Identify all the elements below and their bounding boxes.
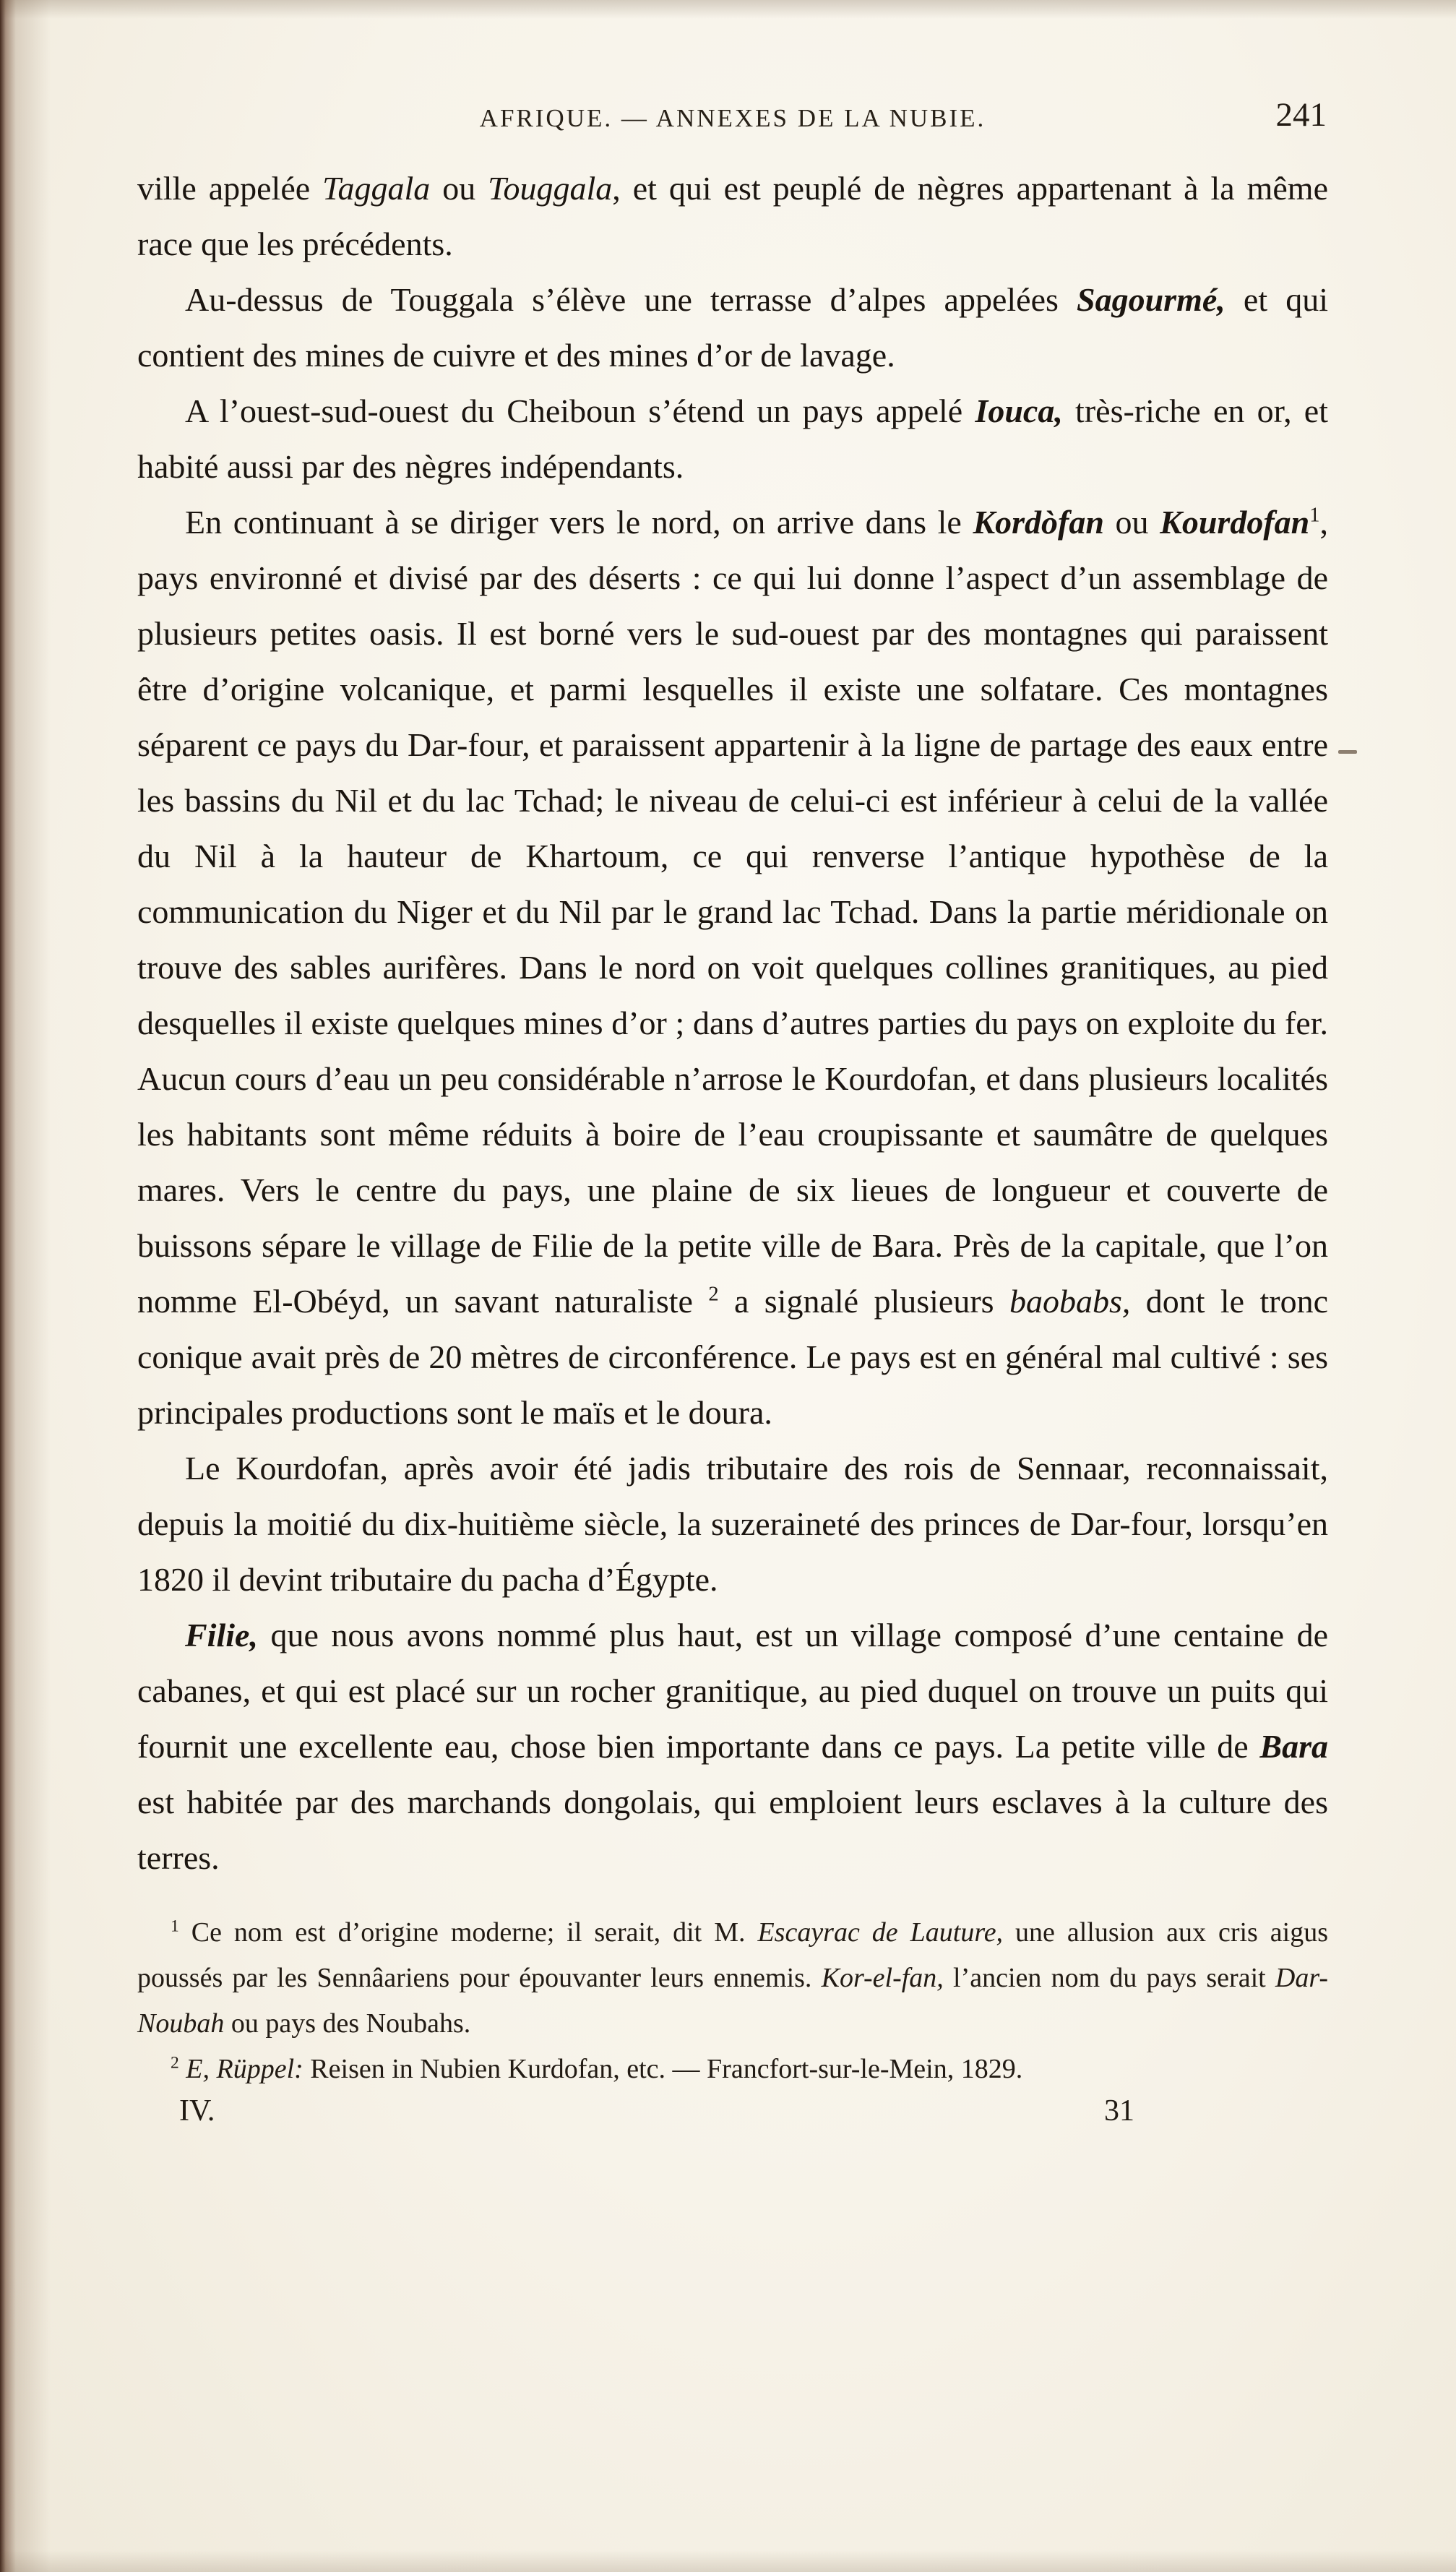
footnote-marker: 1 [171, 1917, 179, 1936]
footer-line [137, 2094, 1328, 2128]
text-run: ville appelée [137, 170, 323, 207]
signature-volume: IV. [179, 2094, 215, 2128]
body-paragraphs [137, 160, 1328, 1885]
text-run: dont le tronc conique avait près de 20 mètres de circonférence. Le pays est en général mal cultivé : ses principales productions sont le maïs et le doura. [137, 1283, 1329, 1431]
paragraph [137, 1607, 1328, 1885]
paragraph [137, 494, 1328, 1440]
running-head [137, 95, 1328, 142]
text-run: une allusion aux cris aigus poussés par les Sennâariens pour épouvanter leurs ennemis. [137, 1917, 1328, 1993]
text-run: ou [430, 170, 488, 207]
footnote-marker: 1 [1309, 504, 1320, 527]
footnotes [137, 1910, 1328, 2092]
top-edge-shadow [0, 0, 1456, 19]
italic-term: Bara [1259, 1728, 1328, 1765]
paragraph [137, 1440, 1328, 1607]
footnote [137, 2047, 1328, 2092]
italic-term: Dar-Noubah [137, 1963, 1329, 2039]
footnote-marker: 2 [171, 2053, 179, 2073]
text-run: est habitée par des marchands dongolais, qui emploient leurs esclaves à la culture des terres. [137, 1784, 1328, 1876]
italic-term: Taggala [322, 170, 431, 207]
text-run: A l’ouest-sud-ouest du Cheiboun s’étend un pays appelé [185, 392, 975, 429]
text-run: , et qui est peuplé de nègres appartenant à la même race que les précédents. [137, 170, 1329, 262]
italic-term: Touggala [488, 170, 613, 207]
text-run: que nous avons nommé plus haut, est un village composé d’une centaine de cabanes, et qui est placé sur un rocher granitique, au pied duquel on trouve un puits qui fournit une excellente eau, chose bien importante dans ce pays. La petite ville de [137, 1617, 1328, 1765]
italic-term: baobabs, [1009, 1283, 1131, 1320]
text-run: Au-dessus de Touggala s’élève une terrasse d’alpes appelées [185, 281, 1077, 318]
text-run: et qui contient des mines de cuivre et des mines d’or de lavage. [137, 281, 1328, 374]
italic-term: Iouca, [975, 392, 1063, 429]
italic-term: Kor-el-fan, [821, 1963, 944, 1993]
paragraph [137, 160, 1328, 272]
italic-term: E, Rüppel: [186, 2054, 303, 2084]
text-run: ou [1103, 504, 1160, 541]
bottom-edge-shadow [0, 2550, 1456, 2572]
italic-term: Kordòfan [973, 504, 1104, 541]
running-head-title: AFRIQUE. — ANNEXES DE LA NUBIE. [479, 104, 986, 132]
page-content [137, 95, 1328, 2128]
italic-term: Kourdofan [1160, 504, 1310, 541]
footnote [137, 1910, 1328, 2047]
spine-shadow [0, 0, 51, 2572]
text-run: En continuant à se diriger vers le nord, on arrive dans le [185, 504, 973, 541]
page-number: 241 [1275, 96, 1327, 134]
italic-term: Escayrac de Lauture, [757, 1917, 1004, 1948]
text-run: Reisen in Nubien Kurdofan, etc. — Francfort-sur-le-Mein, 1829. [303, 2054, 1023, 2084]
italic-term: Filie, [185, 1617, 258, 1653]
text-run: très-riche en or, et habité aussi par des nègres indépendants. [137, 392, 1329, 485]
scan-artifact-dash [1338, 750, 1357, 754]
text-run: ou pays des Noubahs. [224, 2008, 471, 2039]
text-run: Le Kourdofan, après avoir été jadis tributaire des rois de Sennaar, reconnaissait, depuis la moitié du dix-huitième siècle, la suzeraineté des princes de Dar-four, lorsqu’en 1820 il devint tributaire du pacha d’Égypte. [137, 1450, 1328, 1598]
italic-term: Sagourmé, [1077, 281, 1225, 318]
text-run: a signalé plusieurs [718, 1283, 1009, 1320]
footnote-marker: 2 [708, 1283, 719, 1306]
text-run: , pays environné et divisé par des déserts : ce qui lui donne l’aspect d’un assemblage de plusieurs petites oasis. Il est borné vers le sud-ouest par des montagnes qui paraissent être d’origine volcanique, et parmi lesquelles il existe une solfatare. Ces montagnes séparent ce pays du Dar-four, et paraissent appartenir à la ligne de partage des eaux entre les bassins du Nil et du lac Tchad; le niveau de celui-ci est inférieur à celui de la vallée du Nil à la hauteur de Khartoum, ce qui renverse l’antique hypothèse de la communication du Niger et du Nil par le grand lac Tchad. Dans la partie méridionale on trouve des sables aurifères. Dans le nord on voit quelques collines granitiques, au pied desquelles il existe quelques mines d’or ; dans d’autres parties du pays on exploite du fer. Aucun cours d’eau un peu considérable n’arrose le Kourdofan, et dans plusieurs localités les habitants sont même réduits à boire de l’eau croupissante et saumâtre de quelques mares. Vers le centre du pays, une plaine de six lieues de longueur et couverte de buissons sépare le village de Filie de la petite ville de Bara. Près de la capitale, que l’on nomme El-Obéyd, un savant naturaliste [137, 504, 1328, 1320]
text-run [179, 2054, 186, 2084]
text-run: Ce nom est d’origine moderne; il serait, dit M. [178, 1917, 758, 1948]
signature-sheet: 31 [1104, 2094, 1134, 2128]
paragraph [137, 383, 1328, 494]
paragraph [137, 272, 1328, 383]
text-run: l’ancien nom du pays serait [943, 1963, 1275, 1993]
